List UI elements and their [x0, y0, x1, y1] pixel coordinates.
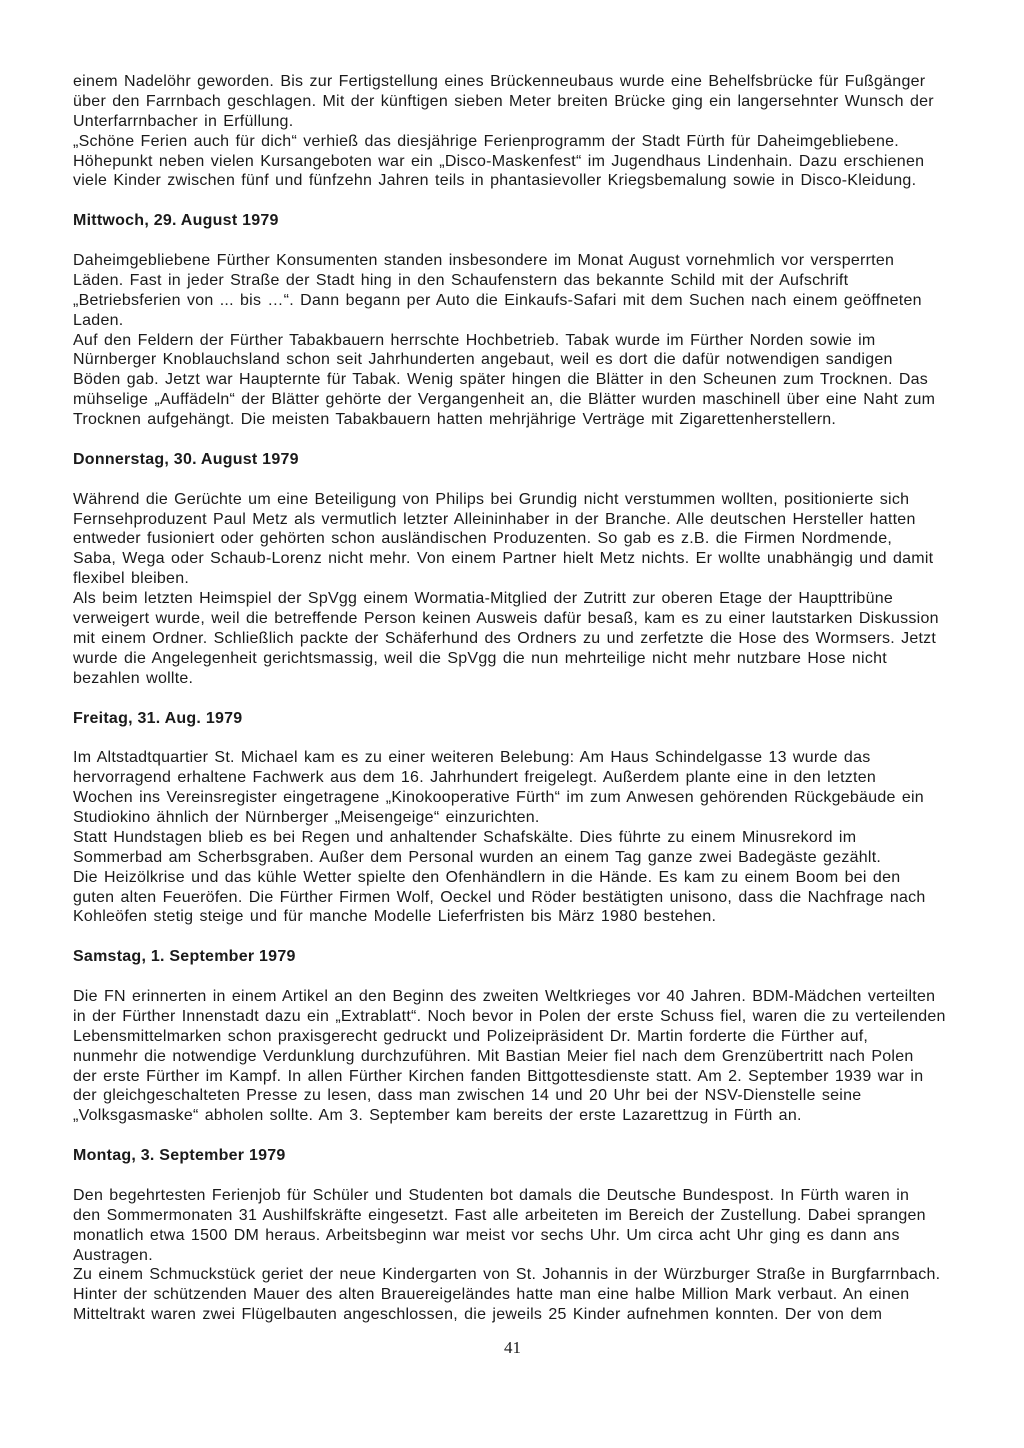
paragraph: [73, 72, 953, 191]
paragraph-line: über den Farrnbach geschlagen. Mit der künftigen sieben Meter breiten Brücke ging ein langersehnter Wunsch der: [73, 92, 934, 110]
paragraph-line: in der Fürther Innenstadt dazu ein „Extrablatt“. Noch bevor in Polen der erste Schuss fiel, waren die zu verteilenden: [73, 1007, 946, 1025]
paragraph-line: Fernsehproduzent Paul Metz als vermutlich letzter Alleininhaber in der Branche. Alle deutschen Hersteller hatten: [73, 510, 916, 528]
paragraph-line: „Betriebsferien von ... bis …“. Dann begann per Auto die Einkaufs-Safari mit dem Suchen nach einem geöffneten: [73, 291, 922, 309]
paragraph-line: Die FN erinnerten in einem Artikel an den Beginn des zweiten Weltkrieges vor 40 Jahren. BDM-Mädchen verteilten: [73, 987, 936, 1005]
paragraph-line: Als beim letzten Heimspiel der SpVgg einem Wormatia-Mitglied der Zutritt zur oberen Etage der Haupttribüne: [73, 590, 894, 608]
paragraph-line: der gleichgeschalteten Presse zu lesen, dass man zwischen 14 und 20 Uhr bei der NSV-Dienstelle seine: [73, 1087, 862, 1105]
paragraph-line: Lebensmittelmarken schon praxisgerecht gedruckt und Polizeipräsident Dr. Martin forderte die Fürther auf,: [73, 1027, 869, 1045]
paragraph-line: Kohleöfen stetig steige und für manche Modelle Lieferfristen bis März 1980 bestehen.: [73, 908, 717, 926]
paragraph-line: „Volksgasmaske“ abholen sollte. Am 3. September kam bereits der erste Lazarettzug in Fürth an.: [73, 1107, 802, 1125]
section-heading: Donnerstag, 30. August 1979: [73, 450, 299, 468]
paragraph-line: Daheimgebliebene Fürther Konsumenten standen insbesondere im Monat August vornehmlich vor versperrten: [73, 252, 895, 270]
paragraph-line: Sommerbad am Scherbsgraben. Außer dem Personal wurden an einem Tag ganze zwei Badegäste gezählt.: [73, 848, 882, 866]
paragraph-line: einem Nadelöhr geworden. Bis zur Fertigstellung eines Brückenneubaus wurde eine Behelfsbrücke für Fußgänger: [73, 73, 926, 90]
paragraph-line: Laden.: [73, 311, 124, 329]
paragraph-line: Saba, Wega oder Schaub-Lorenz nicht mehr. Von einem Partner hielt Metz nichts. Er wollte unabhängig und damit: [73, 550, 934, 568]
paragraph-line: Böden gab. Jetzt war Haupternte für Tabak. Wenig später hingen die Blätter in den Scheunen zum Trocknen. Das: [73, 371, 929, 389]
section-heading: Mittwoch, 29. August 1979: [73, 212, 279, 230]
document-body: [73, 72, 953, 1325]
paragraph-line: monatlich etwa 1500 DM heraus. Arbeitsbeginn war meist vor sechs Uhr. Um circa acht Uhr ging es dann ans: [73, 1226, 900, 1244]
paragraph-line: Statt Hundstagen blieb es bei Regen und anhaltender Schafskälte. Dies führte zu einem Minusrekord im: [73, 828, 857, 846]
paragraph-line: Wochen ins Vereinsregister eingetragene „Kinokooperative Fürth“ im zum Anwesen gehörenden Rückgebäude ein: [73, 789, 924, 807]
paragraph-line: Auf den Feldern der Fürther Tabakbauern herrschte Hochbetrieb. Tabak wurde im Fürther Norden sowie im: [73, 331, 876, 349]
paragraph: [73, 748, 953, 927]
paragraph-line: viele Kinder zwischen fünf und fünfzehn Jahren teils in phantasievoller Kriegsbemalung sowie in Disco-Kleidung.: [73, 172, 917, 190]
section-heading: Samstag, 1. September 1979: [73, 948, 296, 966]
paragraph-line: flexibel bleiben.: [73, 570, 190, 588]
paragraph-line: Trocknen aufgehängt. Die meisten Tabakbauern hatten mehrjährige Verträge mit Zigarettenherstellern.: [73, 411, 837, 429]
paragraph: [73, 251, 953, 430]
paragraph-line: der erste Fürther im Kampf. In allen Fürther Kirchen fanden Bittgottesdienste statt. Am 2. September 1939 war in: [73, 1067, 924, 1085]
paragraph-line: Höhepunkt neben vielen Kursangeboten war ein „Disco-Maskenfest“ im Jugendhaus Lindenhain. Dazu erschienen: [73, 152, 925, 170]
paragraph: [73, 1186, 953, 1325]
section-heading: Montag, 3. September 1979: [73, 1147, 286, 1165]
paragraph-line: Mitteltrakt waren zwei Flügelbauten angeschlossen, die jeweils 25 Kinder aufnehmen konnten. Der von dem: [73, 1306, 883, 1324]
page-number: 41: [504, 1338, 521, 1358]
paragraph: [73, 490, 953, 689]
paragraph-line: bezahlen wollte.: [73, 669, 194, 687]
paragraph-line: nunmehr die notwendige Verdunklung durchzuführen. Mit Bastian Meier fiel nach dem Grenzübertritt nach Polen: [73, 1047, 914, 1065]
section-heading: Freitag, 31. Aug. 1979: [73, 709, 243, 727]
paragraph-line: Austragen.: [73, 1246, 153, 1264]
paragraph-line: Während die Gerüchte um eine Beteiligung von Philips bei Grundig nicht verstummen wollten, positionierte sich: [73, 490, 910, 508]
paragraph-line: den Sommermonaten 31 Aushilfskräfte eingesetzt. Fast alle arbeiteten im Bereich der Zustellung. Dabei sprangen: [73, 1206, 926, 1224]
paragraph-line: Den begehrtesten Ferienjob für Schüler und Studenten bot damals die Deutsche Bundespost. In Fürth waren in: [73, 1186, 910, 1204]
paragraph-line: mit einem Ordner. Schließlich packte der Schäferhund des Ordners zu und zerfetzte die Hose des Wormsers. Jetzt: [73, 629, 937, 647]
paragraph: [73, 987, 953, 1126]
paragraph-line: hervorragend erhaltene Fachwerk aus dem 16. Jahrhundert freigelegt. Außerdem plante eine in den letzten: [73, 769, 877, 787]
paragraph-line: Unterfarrnbacher in Erfüllung.: [73, 112, 294, 130]
paragraph-line: guten alten Feueröfen. Die Fürther Firmen Wolf, Oeckel und Röder bestätigten unisono, dass die Nachfrage nach: [73, 888, 926, 906]
paragraph-line: wurde die Angelegenheit gerichtsmassig, weil die SpVgg die nun mehrteilige nicht mehr nutzbare Hose nicht: [73, 649, 887, 667]
paragraph-line: Studiokino ähnlich der Nürnberger „Meisengeige“ einzurichten.: [73, 808, 540, 826]
paragraph-line: verweigert wurde, weil die betreffende Person keinen Ausweis dafür besaß, kam es zu einer lautstarken Diskussion: [73, 610, 939, 628]
paragraph-line: Zu einem Schmuckstück geriet der neue Kindergarten von St. Johannis in der Würzburger Straße in Burgfarrnbach.: [73, 1266, 941, 1284]
paragraph-line: Die Heizölkrise und das kühle Wetter spielte den Ofenhändlern in die Hände. Es kam zu einem Boom bei den: [73, 868, 901, 886]
paragraph-line: mühselige „Auffädeln“ der Blätter gehörte der Vergangenheit an, die Blätter wurden maschinell über eine Naht zum: [73, 391, 936, 409]
paragraph-line: entweder fusioniert oder gehörten schon ausländischen Produzenten. So gab es z.B. die Firmen Nordmende,: [73, 530, 893, 548]
paragraph-line: „Schöne Ferien auch für dich“ verhieß das diesjährige Ferienprogramm der Stadt Fürth für Daheimgebliebene.: [73, 132, 899, 150]
paragraph-line: Nürnberger Knoblauchsland schon seit Jahrhunderten angebaut, weil es dort die dafür notwendigen sandigen: [73, 351, 893, 369]
paragraph-line: Im Altstadtquartier St. Michael kam es zu einer weiteren Belebung: Am Haus Schindelgasse 13 wurde das: [73, 749, 871, 767]
paragraph-line: Hinter der schützenden Mauer des alten Brauereigeländes hatte man eine halbe Million Mark verbaut. An einen: [73, 1286, 910, 1304]
paragraph-line: Läden. Fast in jeder Straße der Stadt hing in den Schaufenstern das bekannte Schild mit der Aufschrift: [73, 271, 849, 289]
